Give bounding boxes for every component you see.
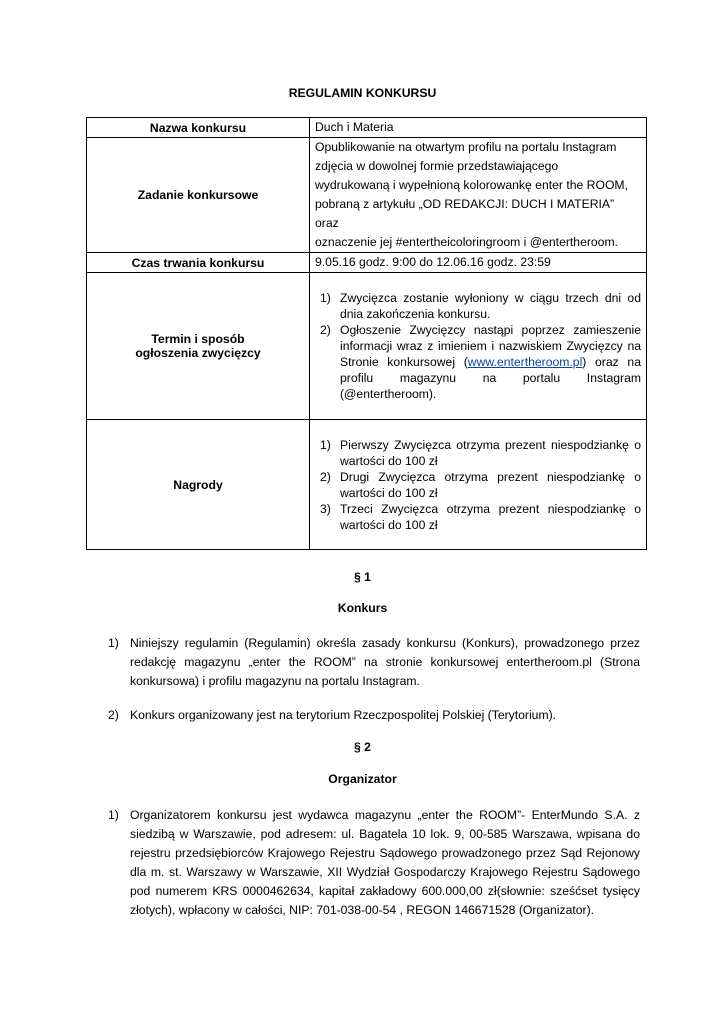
task-line: oznaczenie jej #entertheicoloringroom i @entertheroom. xyxy=(315,235,619,249)
row-key: Czas trwania konkursu xyxy=(87,253,310,273)
row-key xyxy=(87,273,310,420)
item-text: Zwycięzca zostanie wyłoniony w ciągu trzech dni od dnia zakończenia konkursu. xyxy=(340,291,641,321)
contest-info-table xyxy=(86,117,647,550)
list-item xyxy=(320,437,641,469)
item-text: Drugi Zwycięzca otrzyma prezent niespodziankę o wartości do 100 zł xyxy=(340,469,641,500)
website-link[interactable]: www.entertheroom.pl xyxy=(467,355,583,369)
section-2-mark: § 2 xyxy=(354,740,371,754)
item-number: 2) xyxy=(320,469,331,484)
paragraph-number: 1) xyxy=(108,636,119,650)
paragraph-number: 1) xyxy=(108,808,119,822)
list-item xyxy=(320,501,641,533)
row-value xyxy=(310,138,647,253)
list-item xyxy=(320,322,641,402)
row-key: Nazwa konkursu xyxy=(87,118,310,138)
table-row xyxy=(87,138,647,253)
row-key-line: Termin i sposób xyxy=(151,332,245,346)
item-text: Ogłoszenie Zwycięzcy nastąpi poprzez zamieszenie informacji wraz z imieniem i nazwiskiem Zwycięzcy na Stronie konkursowej ( xyxy=(340,323,641,369)
paragraph-text: Konkurs organizowany jest na terytorium Rzeczpospolitej Polskiej (Terytorium). xyxy=(130,708,557,722)
announcement-list xyxy=(320,290,641,402)
row-key-line: ogłoszenia zwycięzcy xyxy=(135,346,261,360)
item-number: 1) xyxy=(320,291,331,305)
item-number: 3) xyxy=(320,501,331,516)
section-1-title: Konkurs xyxy=(337,601,388,615)
section-1-mark: § 1 xyxy=(354,570,371,584)
task-line: pobraną z artykułu „OD REDAKCJI: DUCH I MATERIA” oraz xyxy=(315,197,615,230)
paragraph-text: Organizatorem konkursu jest wydawca magazynu „enter the ROOM”- EnterMundo S.A. z siedzibą w Warszawie, pod adresem: ul. Bagatela 10 lok. 9, 00-585 Warszawa, wpisana do rejestru przedsiębiorców Krajowego Rejestru Sądowego prowadzonego przez Sąd Rejonowy dla m. st. Warszawy w Warszawie, XII Wydział Gospodarczy Krajowego Rejestru Sądowego pod numerem KRS 0000462634, kapitał zakładowy 600.000,00 zł(słownie: sześćset tysięcy złotych), wpłacony w całości, NIP: 701-038-00-54 , REGON 146671528 (Organizator). xyxy=(130,808,640,917)
table-row xyxy=(87,273,647,420)
section-1-paragraph-1 xyxy=(108,634,640,691)
task-line: wydrukowaną i wypełnioną kolorowankę enter the ROOM, xyxy=(315,178,628,192)
list-item xyxy=(320,469,641,501)
paragraph-text: Niniejszy regulamin (Regulamin) określa zasady konkursu (Konkurs), prowadzonego przez redakcję magazynu „enter the ROOM” na stronie konkursowej entertheroom.pl (Strona konkursowa) i profilu magazynu na portalu Instagram. xyxy=(130,636,640,688)
row-key: Nagrody xyxy=(87,420,310,550)
task-line: zdjęcia w dowolnej formie przedstawiającego xyxy=(315,159,559,173)
row-value: Duch i Materia xyxy=(310,118,647,138)
section-2-title: Organizator xyxy=(328,772,397,786)
item-number: 2) xyxy=(320,323,331,337)
row-value xyxy=(310,420,647,550)
section-2-paragraph-1 xyxy=(108,806,640,920)
document-title: REGULAMIN KONKURSU xyxy=(288,86,437,100)
item-text: ) oraz na profilu magazynu na portalu Instagram (@entertheroom). xyxy=(340,355,641,401)
item-text: Pierwszy Zwycięzca otrzyma prezent niespodziankę o wartości do 100 zł xyxy=(340,437,641,468)
prizes-list xyxy=(320,437,641,533)
table-row xyxy=(87,420,647,550)
item-number: 1) xyxy=(320,437,331,452)
list-item xyxy=(320,290,641,322)
row-value xyxy=(310,273,647,420)
task-line: Opublikowanie na otwartym profilu na portalu Instagram xyxy=(315,140,617,154)
item-text: Trzeci Zwycięzca otrzyma prezent niespodziankę o wartości do 100 zł xyxy=(340,501,641,532)
paragraph-number: 2) xyxy=(108,708,119,722)
table-row xyxy=(87,118,647,138)
table-row xyxy=(87,253,647,273)
row-key: Zadanie konkursowe xyxy=(87,138,310,253)
section-1-paragraph-2 xyxy=(108,706,640,725)
row-value: 9.05.16 godz. 9:00 do 12.06.16 godz. 23:59 xyxy=(310,253,647,273)
